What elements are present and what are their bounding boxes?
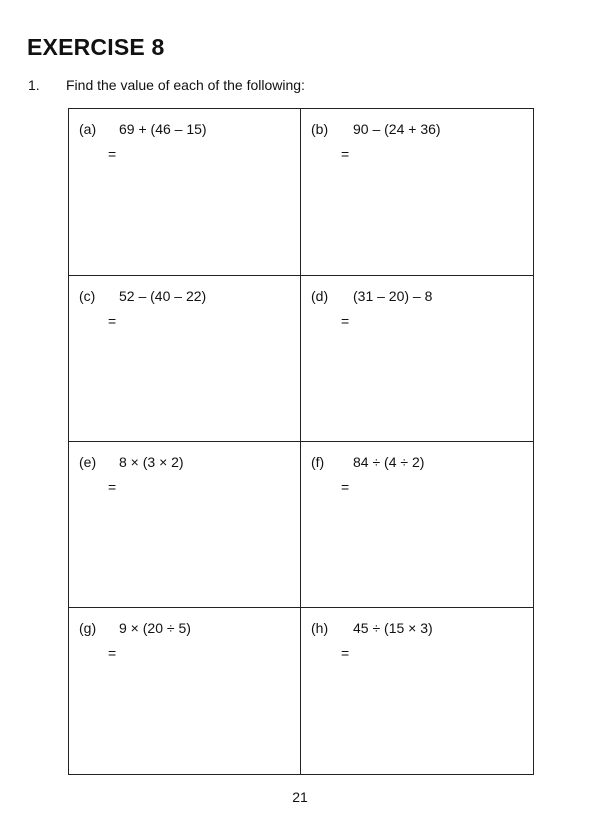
answer-equals-sign: = bbox=[108, 146, 117, 162]
problem-label: (c) bbox=[79, 288, 96, 304]
answer-equals-sign: = bbox=[108, 479, 117, 495]
problem-label: (f) bbox=[311, 454, 325, 470]
problem-expression: 84 ÷ (4 ÷ 2) bbox=[353, 454, 425, 470]
answer-equals-sign: = bbox=[341, 479, 350, 495]
problem-cell-f bbox=[301, 442, 533, 608]
problem-label: (e) bbox=[79, 454, 97, 470]
page-number: 21 bbox=[292, 789, 308, 805]
problem-cell-e bbox=[69, 442, 301, 608]
answer-equals-sign: = bbox=[108, 313, 117, 329]
question-instruction: Find the value of each of the following: bbox=[66, 77, 305, 93]
answer-equals-sign: = bbox=[341, 146, 350, 162]
problem-cell-a bbox=[69, 109, 301, 276]
question-number: 1. bbox=[28, 77, 40, 93]
problem-expression: 90 – (24 + 36) bbox=[353, 121, 441, 137]
problem-label: (h) bbox=[311, 620, 329, 636]
problem-expression: 69 + (46 – 15) bbox=[119, 121, 207, 137]
problem-cell-c bbox=[69, 276, 301, 442]
problem-cell-h bbox=[301, 608, 533, 774]
problem-expression: 52 – (40 – 22) bbox=[119, 288, 207, 304]
problem-expression: 45 ÷ (15 × 3) bbox=[353, 620, 433, 636]
problem-label: (a) bbox=[79, 121, 97, 137]
problem-label: (d) bbox=[311, 288, 329, 304]
answer-equals-sign: = bbox=[341, 645, 350, 661]
answer-equals-sign: = bbox=[341, 313, 350, 329]
problems-grid bbox=[68, 108, 534, 775]
exercise-title: EXERCISE 8 bbox=[27, 34, 165, 60]
problem-expression: 9 × (20 ÷ 5) bbox=[119, 620, 191, 636]
problem-cell-d bbox=[301, 276, 533, 442]
answer-equals-sign: = bbox=[108, 645, 117, 661]
problem-label: (b) bbox=[311, 121, 329, 137]
problem-label: (g) bbox=[79, 620, 97, 636]
problem-expression: (31 – 20) – 8 bbox=[353, 288, 433, 304]
problem-cell-b bbox=[301, 109, 533, 276]
problem-expression: 8 × (3 × 2) bbox=[119, 454, 184, 470]
problem-cell-g bbox=[69, 608, 301, 774]
